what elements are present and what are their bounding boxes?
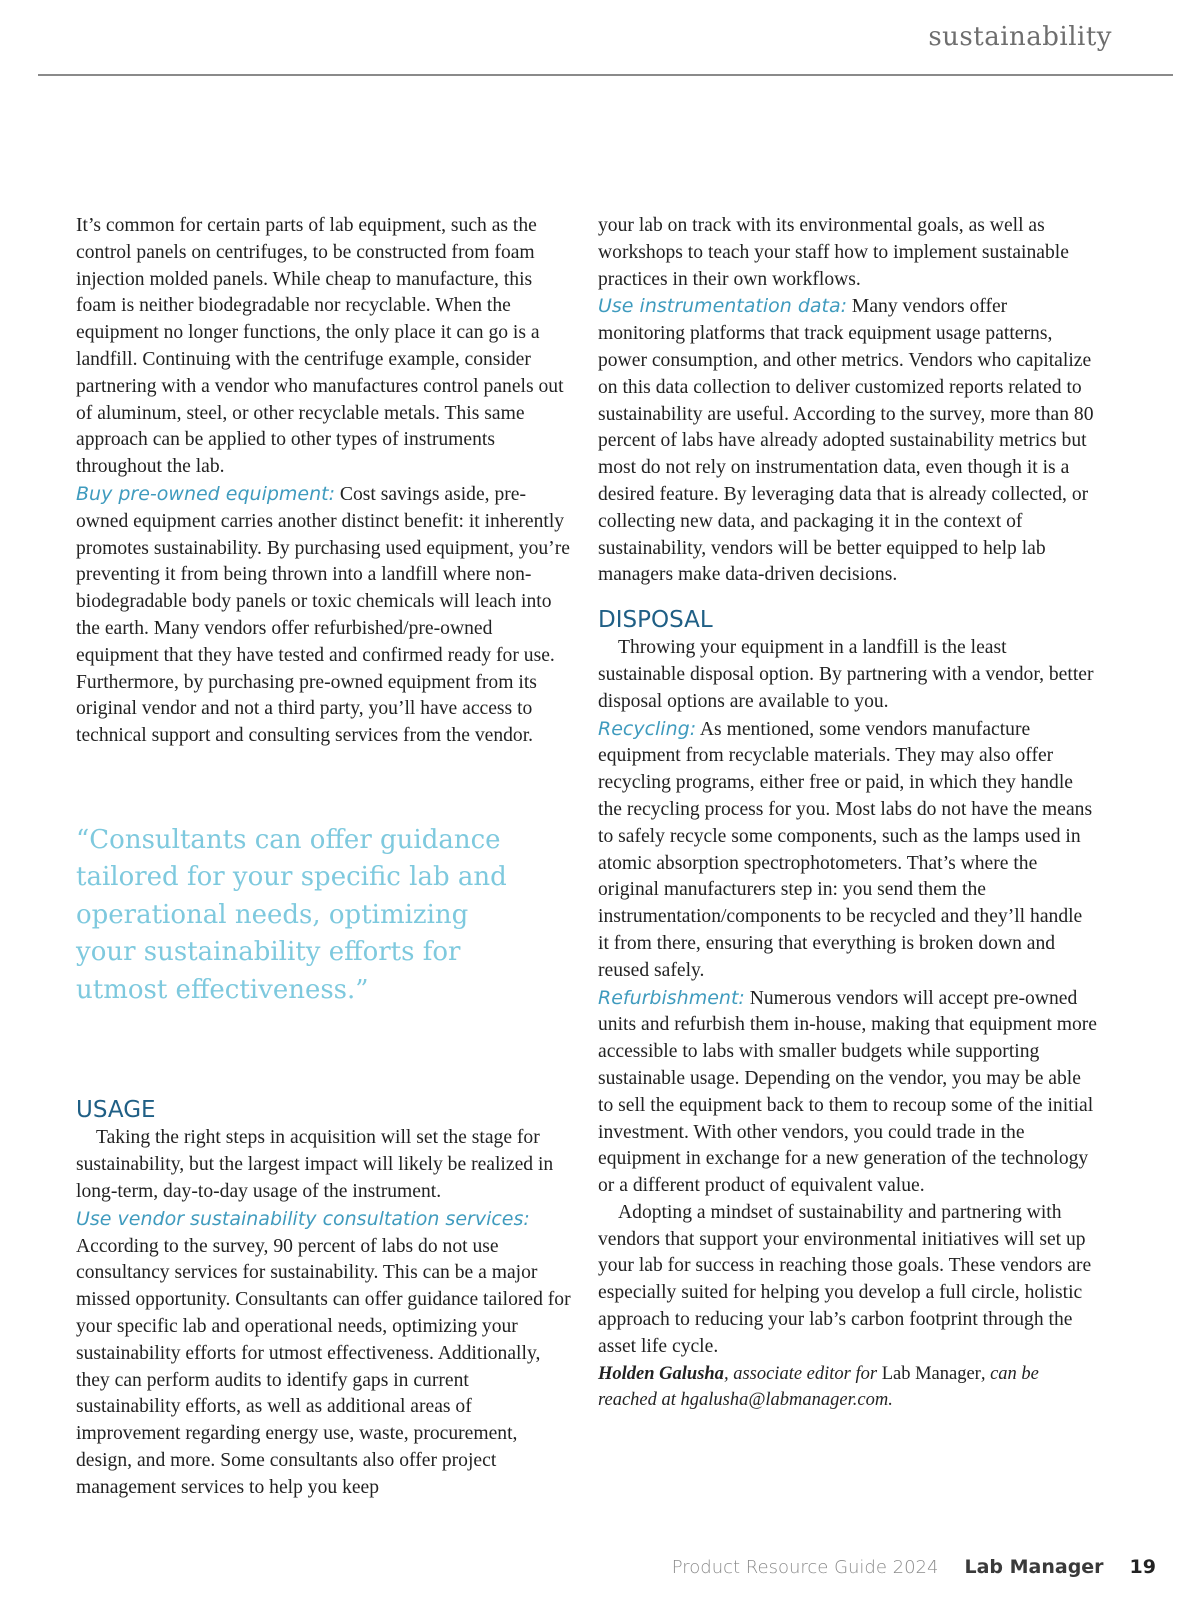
left-column: [76, 213, 576, 1502]
disposal-intro: Throwing your equipment in a landfill is the least sustainable disposal option. By partnering with a vendor, better disposal options are available to you.: [598, 637, 1094, 712]
instrumentation-lead: Use instrumentation data:: [598, 295, 848, 318]
refurbishment-paragraph: [598, 985, 1098, 1200]
continued-paragraph: your lab on track with its environmental goals, as well as workshops to teach your staff how to implement sustainable practices in their own workflows.: [598, 215, 1069, 290]
page-footer: [672, 1556, 1156, 1578]
refurbishment-lead: Refurbishment:: [598, 986, 745, 1009]
instrumentation-paragraph: [598, 293, 1098, 589]
right-column: [598, 213, 1098, 1413]
recycling-lead: Recycling:: [598, 717, 697, 740]
recycling-paragraph: [598, 716, 1098, 985]
intro-paragraph: It’s common for certain parts of lab equipment, such as the control panels on centrifuges, to be constructed from foam injection molded panels. While cheap to manufacture, this foam is neither biodegradable nor recyclable. When the equipment no longer functions, the only place it can go is a landfill. Continuing with the centrifuge example, consider partnering with a vendor who manufactures control panels out of aluminum, steel, or other recyclable metals. This same approach can be applied to other types of instruments throughout the lab.: [76, 215, 564, 478]
footer-magazine-name: Lab Manager: [964, 1556, 1104, 1578]
usage-intro: Taking the right steps in acquisition will set the stage for sustainability, but the largest impact will likely be realized in long-term, day-to-day usage of the instrument.: [76, 1127, 554, 1203]
usage-heading: USAGE: [76, 1097, 156, 1124]
author-byline: [598, 1361, 1098, 1413]
consultation-lead: Use vendor sustainability consultation services:: [76, 1207, 530, 1230]
preowned-text: Cost savings aside, pre-owned equipment carries another distinct benefit: it inherently promotes sustainability. By purchasing used equipment, you’re preventing it from being thrown into a landfill where non-biodegradable body panels or toxic chemicals will leach into the earth. Many vendors offer refurbished/pre-owned equipment that they have tested and confirmed ready for use. Furthermore, by purchasing pre-owned equipment from its original vendor and not a third party, you’ll have access to technical support and consulting services from the vendor.: [76, 483, 570, 747]
consultation-text: According to the survey, 90 percent of labs do not use consultancy services for sustainability. This can be a major missed opportunity. Consultants can offer guidance tailored for your specific lab and operational needs, optimizing your sustainability efforts for utmost effectiveness. Additionally, they can perform audits to identify gaps in current sustainability efforts, as well as additional areas of improvement regarding energy use, waste, procurement, design, and more. Some consultants also offer project management services to help you keep: [76, 1235, 571, 1498]
disposal-heading: DISPOSAL: [598, 607, 713, 634]
author-contact: , can be reached at hgalusha@labmanager.com.: [598, 1363, 1039, 1410]
instrumentation-text: Many vendors offer monitoring platforms that track equipment usage patterns, power consumption, and other metrics. Vendors who capitalize on this data collection to deliver customized reports related to sustainability are useful. According to the survey, more than 80 percent of labs have already adopted sustainability metrics but most do not rely on instrumentation data, even though it is a desired feature. By leveraging data that is already collected, or collecting new data, and packaging it in the context of sustainability, vendors will be better equipped to help lab managers make data-driven decisions.: [598, 296, 1094, 586]
header-rule: [38, 74, 1173, 76]
pull-quote: “Consultants can offer guidance tailored for your specific lab and operational needs, optimizing your sustainability efforts for utmost effectiveness.”: [76, 824, 507, 1005]
publication-name: Lab Manager: [881, 1363, 981, 1384]
author-role: , associate editor for: [723, 1363, 882, 1384]
preowned-paragraph: [76, 481, 576, 750]
recycling-text: As mentioned, some vendors manufacture equipment from recyclable materials. They may also offer recycling programs, either free or paid, in which they handle the recycling process for you. Most labs do not have the means to safely recycle some components, such as the lamps used in atomic absorption spectrophotometers. That’s where the original manufacturers step in: you send them the instrumentation/components to be recycled and they’ll handle it from there, ensuring that everything is broken down and reused safely.: [598, 718, 1093, 981]
preowned-lead: Buy pre-owned equipment:: [76, 482, 335, 505]
author-name: Holden Galusha: [598, 1363, 724, 1384]
page-number: 19: [1129, 1556, 1156, 1578]
consultation-paragraph: [76, 1206, 576, 1502]
section-label: sustainability: [928, 22, 1112, 52]
footer-guide-title: Product Resource Guide 2024: [671, 1557, 939, 1578]
refurbishment-text: Numerous vendors will accept pre-owned units and refurbish them in-house, making that equipment more accessible to labs with smaller budgets while supporting sustainable usage. Depending on the vendor, you may be able to sell the equipment back to them to recoup some of the initial investment. With other vendors, you could trade in the equipment in exchange for a new generation of the technology or a different product of equivalent value.: [598, 987, 1097, 1197]
closing-paragraph: Adopting a mindset of sustainability and partnering with vendors that support your environmental initiatives will set up your lab for success in reaching those goals. These vendors are especially suited for helping you develop a full circle, holistic approach to reducing your lab’s carbon footprint through the asset life cycle.: [598, 1201, 1092, 1357]
